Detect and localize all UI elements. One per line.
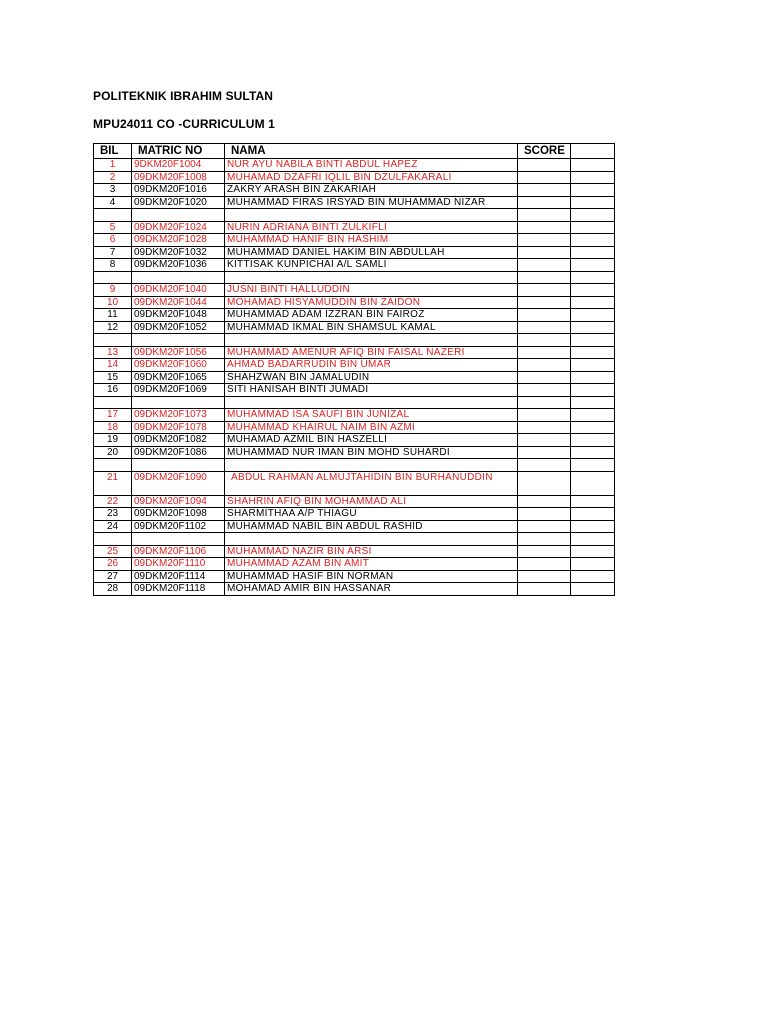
score-cell [518, 570, 571, 583]
nama-cell [225, 271, 518, 284]
table-row [94, 321, 615, 334]
score-cell [518, 171, 571, 184]
nama-cell: JUSNI BINTI HALLUDDIN [225, 284, 518, 297]
nama-cell: MUHAMMAD FIRAS IRSYAD BIN MUHAMMAD NIZAR [225, 196, 518, 209]
extra-cell [571, 421, 615, 434]
score-cell [518, 346, 571, 359]
extra-cell [571, 371, 615, 384]
table-row [94, 434, 615, 447]
extra-cell [571, 284, 615, 297]
table-row [94, 384, 615, 397]
matric-cell: 09DKM20F1036 [132, 259, 225, 272]
matric-cell: 09DKM20F1052 [132, 321, 225, 334]
matric-cell: 09DKM20F1098 [132, 508, 225, 521]
bil-cell: 27 [94, 570, 132, 583]
extra-cell [571, 495, 615, 508]
bil-cell [94, 271, 132, 284]
nama-cell: ZAKRY ARASH BIN ZAKARIAH [225, 184, 518, 197]
matric-cell: 09DKM20F1118 [132, 583, 225, 596]
extra-cell [571, 520, 615, 533]
score-cell [518, 296, 571, 309]
score-cell [518, 471, 571, 495]
bil-cell: 6 [94, 234, 132, 247]
table-row [94, 371, 615, 384]
bil-cell: 2 [94, 171, 132, 184]
spacer-row [94, 334, 615, 347]
score-cell [518, 209, 571, 222]
nama-cell: MUHAMMAD KHAIRUL NAIM BIN AZMI [225, 421, 518, 434]
spacer-row [94, 209, 615, 222]
matric-cell: 09DKM20F1008 [132, 171, 225, 184]
bil-cell: 25 [94, 545, 132, 558]
score-cell [518, 446, 571, 459]
bil-cell: 5 [94, 221, 132, 234]
bil-cell: 11 [94, 309, 132, 322]
nama-cell: AHMAD BADARRUDIN BIN UMAR [225, 359, 518, 372]
score-cell [518, 396, 571, 409]
nama-cell: NUR AYU NABILA BINTI ABDUL HAPEZ [225, 159, 518, 172]
matric-cell: 09DKM20F1048 [132, 309, 225, 322]
bil-cell: 24 [94, 520, 132, 533]
extra-cell [571, 384, 615, 397]
nama-cell: ABDUL RAHMAN ALMUJTAHIDIN BIN BURHANUDDIN [225, 471, 518, 495]
bil-cell: 7 [94, 246, 132, 259]
table-row [94, 159, 615, 172]
bil-cell: 22 [94, 495, 132, 508]
bil-cell: 18 [94, 421, 132, 434]
matric-cell: 09DKM20F1110 [132, 558, 225, 571]
nama-cell: MUHAMMAD ADAM IZZRAN BIN FAIROZ [225, 309, 518, 322]
nama-cell: MUHAMAD AZMIL BIN HASZELLI [225, 434, 518, 447]
bil-cell: 10 [94, 296, 132, 309]
nama-cell: MUHAMMAD HASIF BIN NORMAN [225, 570, 518, 583]
nama-cell [225, 334, 518, 347]
extra-cell [571, 159, 615, 172]
extra-cell [571, 271, 615, 284]
score-cell [518, 508, 571, 521]
table-row [94, 359, 615, 372]
matric-cell [132, 459, 225, 472]
extra-cell [571, 221, 615, 234]
column-header-bil: BIL [94, 144, 132, 159]
extra-cell [571, 533, 615, 546]
nama-cell: MUHAMMAD IKMAL BIN SHAMSUL KAMAL [225, 321, 518, 334]
table-row [94, 221, 615, 234]
score-cell [518, 409, 571, 422]
table-header-row [94, 144, 615, 159]
nama-cell: SHARMITHAA A/P THIAGU [225, 508, 518, 521]
score-cell [518, 421, 571, 434]
matric-cell: 09DKM20F1090 [132, 471, 225, 495]
bil-cell: 21 [94, 471, 132, 495]
extra-cell [571, 296, 615, 309]
nama-cell: MUHAMAD DZAFRI IQLIL BIN DZULFAKARALI [225, 171, 518, 184]
bil-cell: 14 [94, 359, 132, 372]
score-cell [518, 520, 571, 533]
score-cell [518, 371, 571, 384]
table-row [94, 346, 615, 359]
score-cell [518, 309, 571, 322]
nama-cell: NURIN ADRIANA BINTI ZULKIFLI [225, 221, 518, 234]
score-cell [518, 495, 571, 508]
bil-cell: 1 [94, 159, 132, 172]
nama-cell [225, 533, 518, 546]
spacer-row [94, 396, 615, 409]
matric-cell: 9DKM20F1004 [132, 159, 225, 172]
score-cell [518, 359, 571, 372]
extra-cell [571, 346, 615, 359]
nama-cell: MOHAMAD AMIR BIN HASSANAR [225, 583, 518, 596]
nama-cell: SITI HANISAH BINTI JUMADI [225, 384, 518, 397]
extra-cell [571, 359, 615, 372]
table-row [94, 184, 615, 197]
table-row [94, 520, 615, 533]
extra-cell [571, 583, 615, 596]
matric-cell [132, 334, 225, 347]
nama-cell: SHAHRIN AFIQ BIN MOHAMMAD ALI [225, 495, 518, 508]
bil-cell: 26 [94, 558, 132, 571]
table-row [94, 570, 615, 583]
score-cell [518, 558, 571, 571]
bil-cell [94, 209, 132, 222]
extra-cell [571, 459, 615, 472]
table-row [94, 495, 615, 508]
extra-cell [571, 246, 615, 259]
institution-title: POLITEKNIK IBRAHIM SULTAN [93, 89, 274, 103]
bil-cell [94, 533, 132, 546]
extra-cell [571, 434, 615, 447]
table-row [94, 446, 615, 459]
extra-cell [571, 259, 615, 272]
matric-cell: 09DKM20F1094 [132, 495, 225, 508]
matric-cell: 09DKM20F1065 [132, 371, 225, 384]
bil-cell: 17 [94, 409, 132, 422]
bil-cell: 19 [94, 434, 132, 447]
extra-cell [571, 171, 615, 184]
nama-cell: MUHAMMAD HANIF BIN HASHIM [225, 234, 518, 247]
score-cell [518, 259, 571, 272]
table-row [94, 508, 615, 521]
matric-cell: 09DKM20F1044 [132, 296, 225, 309]
score-cell [518, 321, 571, 334]
bil-cell [94, 459, 132, 472]
bil-cell: 9 [94, 284, 132, 297]
table-body [94, 159, 615, 596]
bil-cell: 15 [94, 371, 132, 384]
extra-cell [571, 471, 615, 495]
bil-cell: 8 [94, 259, 132, 272]
matric-cell: 09DKM20F1020 [132, 196, 225, 209]
score-cell [518, 246, 571, 259]
table-row [94, 421, 615, 434]
nama-cell: MUHAMMAD DANIEL HAKIM BIN ABDULLAH [225, 246, 518, 259]
score-cell [518, 434, 571, 447]
matric-cell: 09DKM20F1069 [132, 384, 225, 397]
score-cell [518, 583, 571, 596]
student-roster-table [93, 143, 615, 596]
score-cell [518, 234, 571, 247]
extra-cell [571, 409, 615, 422]
extra-cell [571, 396, 615, 409]
nama-cell: MUHAMMAD AMENUR AFIQ BIN FAISAL NAZERI [225, 346, 518, 359]
nama-cell: MUHAMMAD NUR IMAN BIN MOHD SUHARDI [225, 446, 518, 459]
matric-cell [132, 396, 225, 409]
matric-cell: 09DKM20F1032 [132, 246, 225, 259]
column-header-extra [571, 144, 615, 159]
score-cell [518, 533, 571, 546]
column-header-nama: NAMA [225, 144, 518, 159]
bil-cell: 13 [94, 346, 132, 359]
score-cell [518, 196, 571, 209]
matric-cell [132, 209, 225, 222]
table-row [94, 246, 615, 259]
spacer-row [94, 459, 615, 472]
extra-cell [571, 558, 615, 571]
score-cell [518, 159, 571, 172]
table-row [94, 583, 615, 596]
matric-cell: 09DKM20F1040 [132, 284, 225, 297]
nama-cell [225, 396, 518, 409]
matric-cell: 09DKM20F1102 [132, 520, 225, 533]
matric-cell: 09DKM20F1082 [132, 434, 225, 447]
extra-cell [571, 508, 615, 521]
bil-cell: 16 [94, 384, 132, 397]
table-row [94, 471, 615, 495]
bil-cell: 20 [94, 446, 132, 459]
matric-cell: 09DKM20F1024 [132, 221, 225, 234]
matric-cell [132, 271, 225, 284]
table-row [94, 234, 615, 247]
nama-cell: MUHAMMAD NABIL BIN ABDUL RASHID [225, 520, 518, 533]
bil-cell: 12 [94, 321, 132, 334]
nama-cell [225, 459, 518, 472]
matric-cell: 09DKM20F1078 [132, 421, 225, 434]
extra-cell [571, 309, 615, 322]
matric-cell: 09DKM20F1060 [132, 359, 225, 372]
extra-cell [571, 234, 615, 247]
spacer-row [94, 271, 615, 284]
table-row [94, 558, 615, 571]
score-cell [518, 221, 571, 234]
extra-cell [571, 321, 615, 334]
nama-cell: KITTISAK KUNPICHAI A/L SAMLI [225, 259, 518, 272]
table-row [94, 409, 615, 422]
table-row [94, 284, 615, 297]
column-header-score: SCORE [518, 144, 571, 159]
matric-cell: 09DKM20F1114 [132, 570, 225, 583]
nama-cell: MUHAMMAD AZAM BIN AMIT [225, 558, 518, 571]
extra-cell [571, 209, 615, 222]
score-cell [518, 384, 571, 397]
extra-cell [571, 334, 615, 347]
matric-cell: 09DKM20F1106 [132, 545, 225, 558]
score-cell [518, 459, 571, 472]
matric-cell: 09DKM20F1086 [132, 446, 225, 459]
bil-cell: 4 [94, 196, 132, 209]
matric-cell: 09DKM20F1056 [132, 346, 225, 359]
bil-cell: 3 [94, 184, 132, 197]
nama-cell: SHAHZWAN BIN JAMALUDIN [225, 371, 518, 384]
extra-cell [571, 184, 615, 197]
matric-cell [132, 533, 225, 546]
nama-cell: MUHAMMAD NAZIR BIN ARSI [225, 545, 518, 558]
extra-cell [571, 446, 615, 459]
nama-cell: MUHAMMAD ISA SAUFI BIN JUNIZAL [225, 409, 518, 422]
matric-cell: 09DKM20F1028 [132, 234, 225, 247]
table-row [94, 171, 615, 184]
bil-cell [94, 396, 132, 409]
course-title: MPU24011 CO -CURRICULUM 1 [93, 117, 275, 131]
table-row [94, 196, 615, 209]
extra-cell [571, 196, 615, 209]
score-cell [518, 334, 571, 347]
bil-cell: 28 [94, 583, 132, 596]
score-cell [518, 284, 571, 297]
bil-cell: 23 [94, 508, 132, 521]
bil-cell [94, 334, 132, 347]
table-row [94, 296, 615, 309]
column-header-matric: MATRIC NO [132, 144, 225, 159]
spacer-row [94, 533, 615, 546]
extra-cell [571, 545, 615, 558]
extra-cell [571, 570, 615, 583]
score-cell [518, 271, 571, 284]
matric-cell: 09DKM20F1016 [132, 184, 225, 197]
table-row [94, 545, 615, 558]
nama-cell: MOHAMAD HISYAMUDDIN BIN ZAIDON [225, 296, 518, 309]
score-cell [518, 545, 571, 558]
table-row [94, 309, 615, 322]
matric-cell: 09DKM20F1073 [132, 409, 225, 422]
score-cell [518, 184, 571, 197]
table-row [94, 259, 615, 272]
nama-cell [225, 209, 518, 222]
